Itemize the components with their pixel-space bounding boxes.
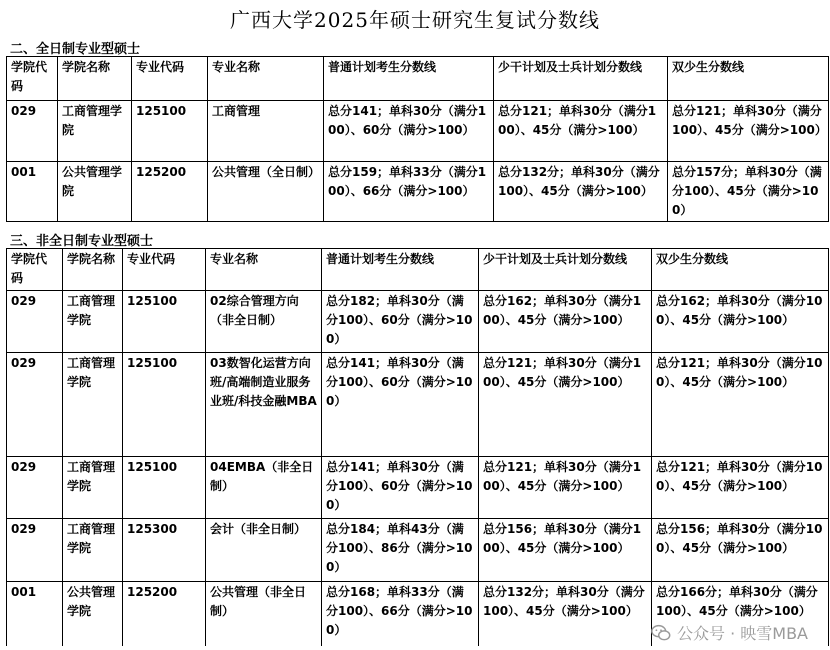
table-cell: 125100 xyxy=(123,457,206,519)
table-cell: 001 xyxy=(7,582,63,646)
table-cell: 125200 xyxy=(132,162,208,222)
table-cell: 总分141；单科30分（满分100）、60分（满分>100） xyxy=(324,101,494,162)
table-cell: 总分121；单科30分（满分100）、45分（满分>100） xyxy=(652,353,829,457)
table-row xyxy=(7,353,829,457)
table-cell: 总分184；单科43分（满分100）、86分（满分>100） xyxy=(322,519,479,582)
table-cell: 029 xyxy=(7,519,63,582)
table-row xyxy=(7,162,829,222)
table-cell: 总分159；单科33分（满分100）、66分（满分>100） xyxy=(324,162,494,222)
header-cell: 双少生分数线 xyxy=(652,249,829,291)
header-cell: 少干计划及士兵计划分数线 xyxy=(494,57,668,101)
table-row xyxy=(7,291,829,353)
table-cell: 029 xyxy=(7,291,63,353)
table-cell: 公共管理学院 xyxy=(58,162,132,222)
header-cell: 学院代码 xyxy=(7,249,63,291)
section-heading-parttime: 三、非全日制专业型硕士 xyxy=(10,234,154,249)
table-cell: 04EMBA（非全日制） xyxy=(206,457,322,519)
table-cell: 总分157分；单科30分（满分100）、45分（满分>100） xyxy=(668,162,829,222)
page-title: 广西大学2025年硕士研究生复试分数线 xyxy=(230,8,600,32)
table-cell: 总分162；单科30分（满分100）、45分（满分>100） xyxy=(652,291,829,353)
table-cell: 公共管理（非全日制） xyxy=(206,582,322,646)
table-cell: 125100 xyxy=(123,353,206,457)
table-row xyxy=(7,519,829,582)
table-cell: 公共管理（全日制） xyxy=(208,162,324,222)
table-cell: 工商管理 xyxy=(208,101,324,162)
table-cell: 总分168；单科33分（满分100）、66分（满分>100） xyxy=(322,582,479,646)
table-cell: 总分141；单科30分（满分100）、60分（满分>100） xyxy=(322,353,479,457)
watermark xyxy=(650,621,808,644)
table-cell: 125100 xyxy=(132,101,208,162)
fulltime-table xyxy=(6,56,829,222)
table-cell: 03数智化运营方向班/高端制造业服务业班/科技金融MBA xyxy=(206,353,322,457)
header-cell: 普通计划考生分数线 xyxy=(322,249,479,291)
table-cell: 工商管理学院 xyxy=(58,101,132,162)
table-cell: 工商管理学院 xyxy=(63,519,123,582)
header-cell: 专业代码 xyxy=(132,57,208,101)
table-cell: 125300 xyxy=(123,519,206,582)
header-cell: 双少生分数线 xyxy=(668,57,829,101)
table-cell: 总分156；单科30分（满分100）、45分（满分>100） xyxy=(479,519,652,582)
table-cell: 029 xyxy=(7,353,63,457)
table-cell: 工商管理学院 xyxy=(63,457,123,519)
header-cell: 少干计划及士兵计划分数线 xyxy=(479,249,652,291)
table-cell: 125200 xyxy=(123,582,206,646)
header-cell: 普通计划考生分数线 xyxy=(324,57,494,101)
table-row xyxy=(7,101,829,162)
table-cell: 总分141；单科30分（满分100）、60分（满分>100） xyxy=(322,457,479,519)
table-cell: 001 xyxy=(7,162,58,222)
table-cell: 总分121；单科30分（满分100）、45分（满分>100） xyxy=(479,353,652,457)
table-cell: 总分166分；单科30分（满分100）、45分（满分>100） xyxy=(652,582,829,646)
table-cell: 总分182；单科30分（满分100）、60分（满分>100） xyxy=(322,291,479,353)
table-cell: 公共管理学院 xyxy=(63,582,123,646)
table-cell: 总分132分；单科30分（满分100）、45分（满分>100） xyxy=(494,162,668,222)
table-cell: 总分121；单科30分（满分100）、45分（满分>100） xyxy=(668,101,829,162)
table-cell: 总分121；单科30分（满分100）、45分（满分>100） xyxy=(494,101,668,162)
table-header-row xyxy=(7,249,829,291)
section-heading-fulltime: 二、全日制专业型硕士 xyxy=(10,42,141,57)
table-cell: 会计（非全日制） xyxy=(206,519,322,582)
table-cell: 总分121；单科30分（满分100）、45分（满分>100） xyxy=(479,457,652,519)
table-cell: 125100 xyxy=(123,291,206,353)
table-cell: 029 xyxy=(7,457,63,519)
table-cell: 工商管理学院 xyxy=(63,353,123,457)
table-cell: 总分121；单科30分（满分100）、45分（满分>100） xyxy=(652,457,829,519)
table-header-row xyxy=(7,57,829,101)
header-cell: 学院名称 xyxy=(63,249,123,291)
wechat-icon xyxy=(650,622,672,644)
table-cell: 工商管理学院 xyxy=(63,291,123,353)
parttime-table xyxy=(6,248,829,646)
header-cell: 专业名称 xyxy=(206,249,322,291)
table-cell: 总分162；单科30分（满分100）、45分（满分>100） xyxy=(479,291,652,353)
header-cell: 专业名称 xyxy=(208,57,324,101)
table-row xyxy=(7,457,829,519)
table-cell: 总分132分；单科30分（满分100）、45分（满分>100） xyxy=(479,582,652,646)
watermark-text: 公众号 · 映雪MBA xyxy=(677,624,808,643)
table-cell: 02综合管理方向（非全日制） xyxy=(206,291,322,353)
header-cell: 学院名称 xyxy=(58,57,132,101)
header-cell: 专业代码 xyxy=(123,249,206,291)
table-cell: 总分156；单科30分（满分100）、45分（满分>100） xyxy=(652,519,829,582)
header-cell: 学院代码 xyxy=(7,57,58,101)
table-cell: 029 xyxy=(7,101,58,162)
